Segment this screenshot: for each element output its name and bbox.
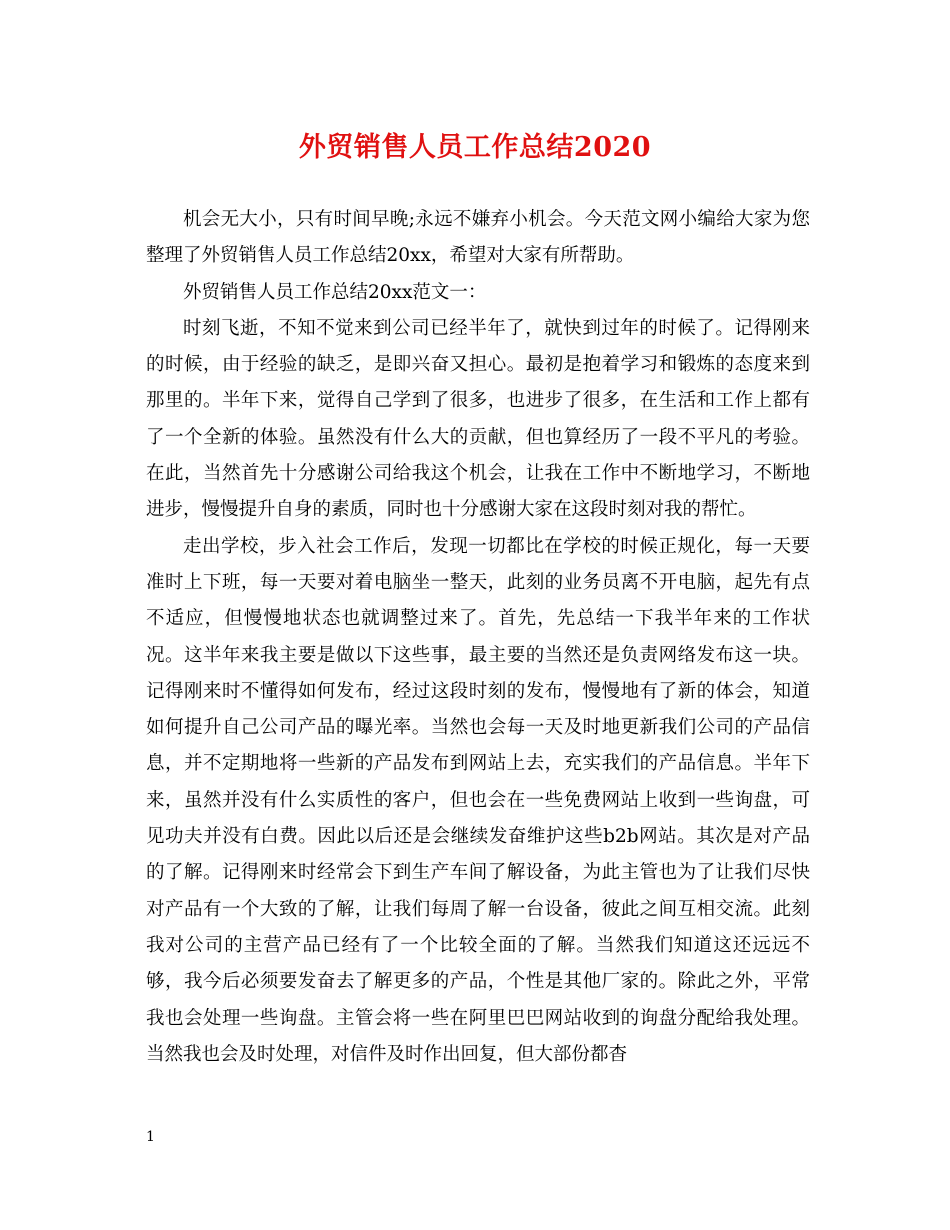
intro-paragraph: 机会无大小，只有时间早晚;永远不嫌弃小机会。今天范文网小编给大家为您整理了外贸销售人员工作总结20xx，希望对大家有所帮助。 <box>146 209 810 267</box>
section-heading-paragraph: 外贸销售人员工作总结20xx范文一： <box>183 281 487 303</box>
page-number: 1 <box>146 1129 155 1145</box>
document-body <box>146 202 810 1073</box>
body-paragraph-1: 时刻飞逝，不知不觉来到公司已经半年了，就快到过年的时候了。记得刚来的时候，由于经验的缺乏，是即兴奋又担心。最初是抱着学习和锻炼的态度来到那里的。半年下来，觉得自己学到了很多，也进步了很多，在生活和工作上都有了一个全新的体验。虽然没有什么大的贡献，但也算经历了一段不平凡的考验。在此，当然首先十分感谢公司给我这个机会，让我在工作中不断地学习，不断地进步，慢慢提升自身的素质，同时也十分感谢大家在这段时刻对我的帮忙。 <box>146 317 810 521</box>
body-paragraph-2: 走出学校，步入社会工作后，发现一切都比在学校的时候正规化，每一天要准时上下班，每一天要对着电脑坐一整天，此刻的业务员离不开电脑，起先有点不适应，但慢慢地状态也就调整过来了。首先，先总结一下我半年来的工作状况。这半年来我主要是做以下这些事，最主要的当然还是负责网络发布这一块。记得刚来时不懂得如何发布，经过这段时刻的发布，慢慢地有了新的体会，知道如何提升自己公司产品的曝光率。当然也会每一天及时地更新我们公司的产品信息，并不定期地将一些新的产品发布到网站上去，充实我们的产品信息。半年下来，虽然并没有什么实质性的客户，但也会在一些免费网站上收到一些询盘，可见功夫并没有白费。因此以后还是会继续发奋维护这些b2b网站。其次是对产品的了解。记得刚来时经常会下到生产车间了解设备，为此主管也为了让我们尽快对产品有一个大致的了解，让我们每周了解一台设备，彼此之间互相交流。此刻我对公司的主营产品已经有了一个比较全面的了解。当然我们知道这还远远不够，我今后必须要发奋去了解更多的产品，个性是其他厂家的。除此之外，平常我也会处理一些询盘。主管会将一些在阿里巴巴网站收到的询盘分配给我处理。当然我也会及时处理，对信件及时作出回复，但大部份都杳 <box>146 535 810 1065</box>
document-title: 外贸销售人员工作总结2020 <box>298 132 652 163</box>
